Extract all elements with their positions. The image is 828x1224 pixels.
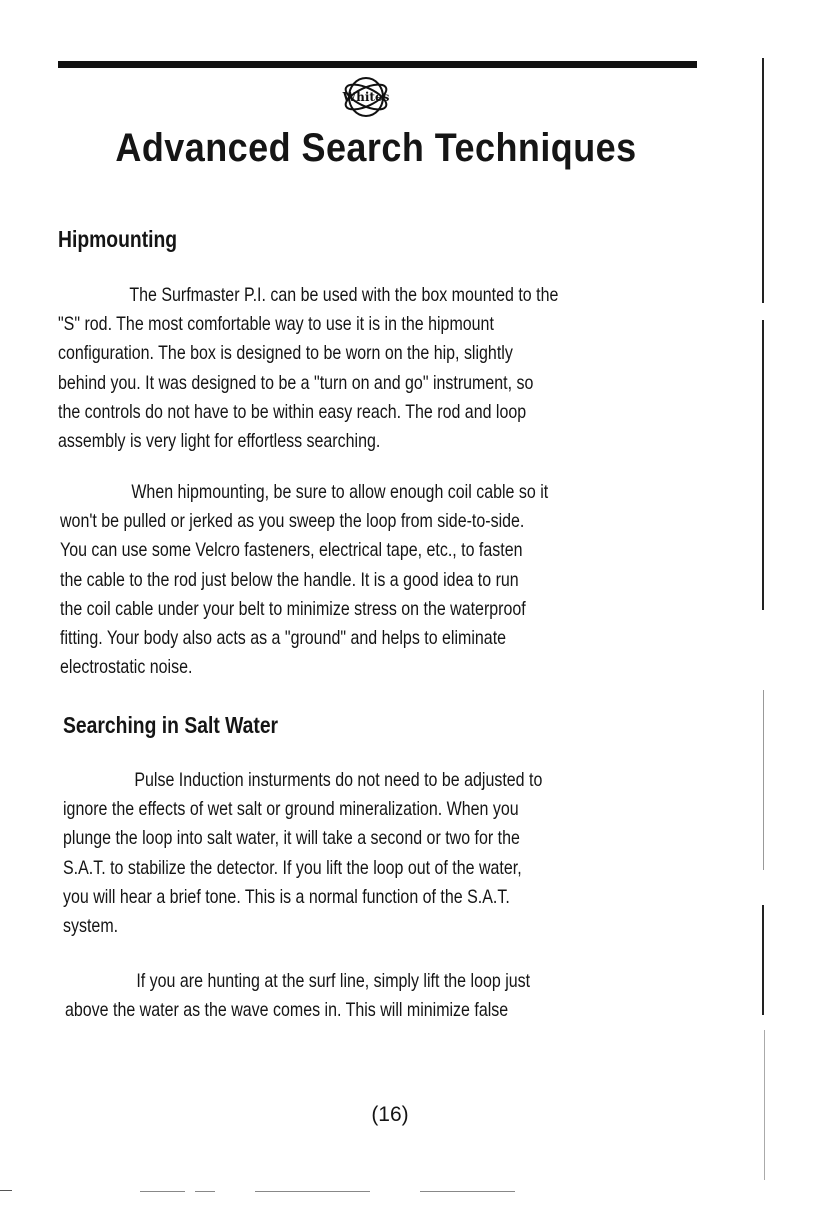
text-line: system. [63, 915, 119, 938]
text-line: above the water as the wave comes in. This will minimize false [65, 999, 509, 1022]
top-rule [58, 61, 697, 68]
text-line: plunge the loop into salt water, it will take a second or two for the [63, 827, 520, 850]
svg-text:Whites: Whites [342, 90, 390, 104]
section-heading-salt-water: Searching in Salt Water [63, 712, 279, 738]
text-line: the coil cable under your belt to minimize stress on the waterproof [60, 597, 526, 620]
paragraph [60, 478, 548, 682]
page-number: (16) [371, 1103, 409, 1126]
page-title: Advanced Search Techniques [115, 126, 637, 170]
paragraph [58, 281, 558, 456]
scan-margin-line [762, 320, 764, 610]
scan-margin-line [762, 905, 764, 1015]
text-line: won't be pulled or jerked as you sweep the loop from side-to-side. [60, 510, 525, 533]
text-line: Pulse Induction insturments do not need to be adjusted to [134, 769, 543, 791]
whites-logo [331, 74, 401, 120]
scan-margin-line [764, 1030, 765, 1180]
text-line: the cable to the rod just below the handle. It is a good idea to run [60, 568, 519, 591]
scan-margin-line [763, 690, 764, 870]
scan-dash [420, 1191, 515, 1192]
text-line: S.A.T. to stabilize the detector. If you lift the loop out of the water, [63, 856, 522, 879]
scan-dash [195, 1191, 215, 1192]
scan-dash [255, 1191, 370, 1192]
text-line: When hipmounting, be sure to allow enough coil cable so it [131, 481, 549, 503]
text-line: you will hear a brief tone. This is a normal function of the S.A.T. [63, 885, 510, 908]
paragraph [63, 766, 542, 941]
text-line: ignore the effects of wet salt or ground mineralization. When you [63, 798, 519, 821]
text-line: fitting. Your body also acts as a "ground" and helps to eliminate [60, 627, 507, 650]
text-line: the controls do not have to be within easy reach. The rod and loop [58, 400, 527, 423]
text-line: The Surfmaster P.I. can be used with the box mounted to the [129, 284, 559, 306]
text-line: assembly is very light for effortless searching. [58, 430, 381, 453]
scan-dash [0, 1190, 12, 1191]
text-line: behind you. It was designed to be a "turn on and go" instrument, so [58, 371, 534, 394]
scan-dash [140, 1191, 185, 1192]
text-line: If you are hunting at the surf line, simply lift the loop just [136, 970, 531, 992]
paragraph [65, 967, 530, 1025]
globe-logo-icon [331, 74, 401, 120]
text-line: configuration. The box is designed to be worn on the hip, slightly [58, 342, 513, 365]
text-line: You can use some Velcro fasteners, electrical tape, etc., to fasten [60, 539, 523, 562]
text-line: electrostatic noise. [60, 656, 193, 679]
text-line: "S" rod. The most comfortable way to use it is in the hipmount [58, 313, 494, 336]
section-heading-hipmounting: Hipmounting [58, 226, 178, 252]
scan-margin-line [762, 58, 764, 303]
